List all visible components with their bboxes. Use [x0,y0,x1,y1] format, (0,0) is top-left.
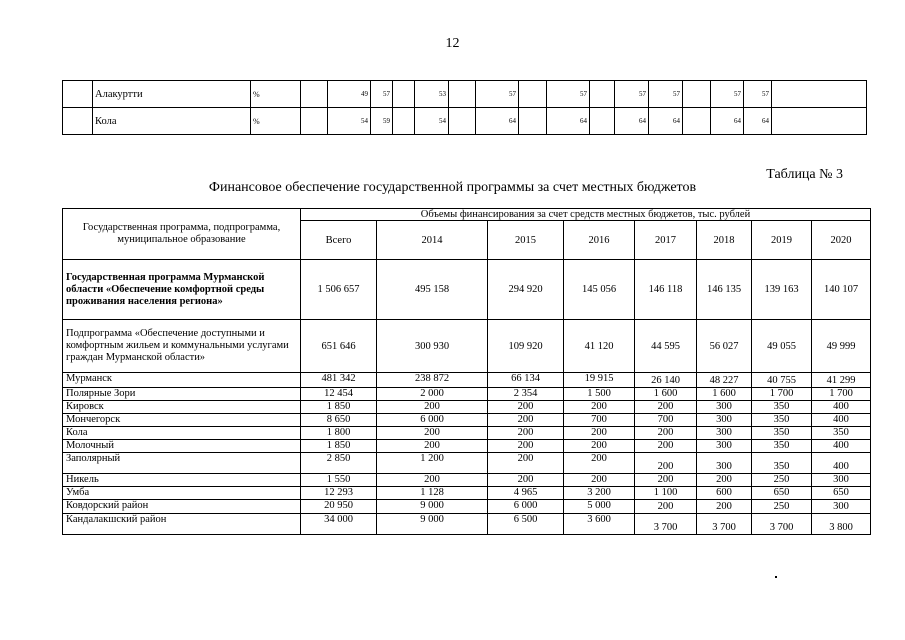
amount-cell: 49 055 [752,320,812,373]
amount-cell: 2 850 [301,453,377,474]
empty-cell [63,108,93,135]
empty-cell [590,108,615,135]
financing-table [62,208,871,535]
amount-cell: 300 [812,500,871,514]
amount-cell: 2 000 [377,388,488,401]
municipality-row [63,440,871,453]
amount-cell: 1 800 [301,427,377,440]
table-title: Финансовое обеспечение государственной программы за счет местных бюджетов [208,180,697,195]
header-column: 2018 [697,221,752,260]
amount-cell: 400 [812,414,871,427]
empty-cell [393,108,415,135]
empty-cell [519,108,547,135]
header-column: 2015 [488,221,564,260]
amount-cell: 1 550 [301,474,377,487]
empty-cell [63,81,93,108]
amount-cell: 238 872 [377,373,488,388]
empty-cell [683,81,711,108]
municipality-row [63,401,871,414]
page-number: 12 [445,36,460,51]
amount-cell: 700 [635,414,697,427]
empty-cell [301,81,328,108]
amount-cell: 200 [635,401,697,414]
indicator-table-fragment [62,80,867,135]
municipality-row [63,388,871,401]
amount-cell: 600 [697,487,752,500]
amount-cell: 1 700 [812,388,871,401]
header-financing-span: Объемы финансирования за счет средств местных бюджетов, тыс. рублей [301,209,871,221]
amount-cell: 300 [697,453,752,474]
amount-cell: 250 [752,500,812,514]
header-name-column: Государственная программа, подпрограмма, муниципальное образование [63,209,301,260]
amount-cell: 200 [488,474,564,487]
municipality-name: Ковдорский район [63,500,301,514]
amount-cell: 400 [812,453,871,474]
amount-cell: 1 850 [301,401,377,414]
amount-cell: 1 506 657 [301,260,377,320]
indicator-value: 57 [547,81,590,108]
amount-cell: 139 163 [752,260,812,320]
indicator-unit: % [251,108,301,135]
amount-cell: 651 646 [301,320,377,373]
indicator-value: 64 [547,108,590,135]
indicator-value: 57 [744,81,772,108]
amount-cell: 300 [697,440,752,453]
amount-cell: 400 [812,401,871,414]
subprogram-row [63,320,871,373]
amount-cell: 41 120 [564,320,635,373]
indicator-name: Алакуртти [93,81,251,108]
municipality-name: Кировск [63,401,301,414]
amount-cell: 200 [488,440,564,453]
amount-cell: 200 [488,414,564,427]
municipality-row [63,373,871,388]
amount-cell: 350 [752,440,812,453]
amount-cell: 1 600 [635,388,697,401]
municipality-name: Заполярный [63,453,301,474]
amount-cell: 26 140 [635,373,697,388]
amount-cell: 4 965 [488,487,564,500]
amount-cell: 66 134 [488,373,564,388]
amount-cell: 3 800 [812,514,871,535]
indicator-value: 53 [415,81,449,108]
amount-cell: 481 342 [301,373,377,388]
indicator-row [63,108,867,135]
amount-cell: 56 027 [697,320,752,373]
municipality-name: Молочный [63,440,301,453]
amount-cell: 350 [752,453,812,474]
amount-cell: 3 700 [752,514,812,535]
municipality-name: Кандалакшский район [63,514,301,535]
amount-cell: 200 [564,401,635,414]
amount-cell: 200 [564,427,635,440]
municipality-name: Полярные Зори [63,388,301,401]
empty-cell [683,108,711,135]
empty-cell [772,108,867,135]
header-column: 2017 [635,221,697,260]
amount-cell: 41 299 [812,373,871,388]
amount-cell: 495 158 [377,260,488,320]
amount-cell: 6 000 [377,414,488,427]
municipality-name: Мурманск [63,373,301,388]
indicator-value: 57 [476,81,519,108]
municipality-name: Никель [63,474,301,487]
amount-cell: 200 [635,474,697,487]
amount-cell: 109 920 [488,320,564,373]
subprogram-name: Подпрограмма «Обеспечение доступными и комфортным жильем и коммунальными услугами граждан Мурманской области» [63,320,301,373]
amount-cell: 12 454 [301,388,377,401]
amount-cell: 34 000 [301,514,377,535]
amount-cell: 294 920 [488,260,564,320]
amount-cell: 1 200 [377,453,488,474]
amount-cell: 350 [812,427,871,440]
indicator-value: 49 [328,81,371,108]
amount-cell: 9 000 [377,514,488,535]
amount-cell: 400 [812,440,871,453]
amount-cell: 1 600 [697,388,752,401]
empty-cell [519,81,547,108]
indicator-value: 57 [615,81,649,108]
amount-cell: 300 930 [377,320,488,373]
amount-cell: 146 135 [697,260,752,320]
indicator-value: 64 [649,108,683,135]
amount-cell: 9 000 [377,500,488,514]
empty-cell [301,108,328,135]
amount-cell: 200 [377,440,488,453]
empty-cell [449,108,476,135]
amount-cell: 3 700 [697,514,752,535]
empty-cell [449,81,476,108]
amount-cell: 200 [564,453,635,474]
amount-cell: 20 950 [301,500,377,514]
municipality-row [63,414,871,427]
amount-cell: 3 200 [564,487,635,500]
municipality-name: Кола [63,427,301,440]
amount-cell: 3 700 [635,514,697,535]
indicator-value: 57 [371,81,393,108]
amount-cell: 350 [752,427,812,440]
indicator-value: 59 [371,108,393,135]
indicator-value: 64 [744,108,772,135]
amount-cell: 200 [635,427,697,440]
program-row [63,260,871,320]
amount-cell: 48 227 [697,373,752,388]
amount-cell: 350 [752,414,812,427]
amount-cell: 200 [488,427,564,440]
empty-cell [772,81,867,108]
amount-cell: 350 [752,401,812,414]
municipality-row [63,474,871,487]
amount-cell: 145 056 [564,260,635,320]
amount-cell: 1 128 [377,487,488,500]
amount-cell: 12 293 [301,487,377,500]
amount-cell: 1 500 [564,388,635,401]
amount-cell: 300 [697,401,752,414]
amount-cell: 146 118 [635,260,697,320]
amount-cell: 650 [752,487,812,500]
amount-cell: 200 [564,440,635,453]
amount-cell: 200 [377,427,488,440]
amount-cell: 200 [488,453,564,474]
amount-cell: 1 850 [301,440,377,453]
indicator-value: 54 [328,108,371,135]
indicator-value: 57 [711,81,744,108]
indicator-value: 64 [711,108,744,135]
municipality-row [63,487,871,500]
amount-cell: 700 [564,414,635,427]
amount-cell: 200 [635,440,697,453]
municipality-name: Умба [63,487,301,500]
municipality-row [63,500,871,514]
amount-cell: 200 [635,500,697,514]
amount-cell: 200 [377,474,488,487]
indicator-value: 64 [476,108,519,135]
amount-cell: 250 [752,474,812,487]
program-name: Государственная программа Мурманской области «Обеспечение комфортной среды проживания населения региона» [63,260,301,320]
empty-cell [590,81,615,108]
header-column: 2019 [752,221,812,260]
amount-cell: 300 [812,474,871,487]
indicator-value: 57 [649,81,683,108]
municipality-row [63,514,871,535]
amount-cell: 300 [697,427,752,440]
amount-cell: 200 [488,401,564,414]
header-column: 2014 [377,221,488,260]
header-column: 2016 [564,221,635,260]
amount-cell: 200 [697,474,752,487]
amount-cell: 200 [377,401,488,414]
indicator-unit: % [251,81,301,108]
amount-cell: 1 100 [635,487,697,500]
amount-cell: 8 650 [301,414,377,427]
amount-cell: 40 755 [752,373,812,388]
amount-cell: 200 [635,453,697,474]
amount-cell: 49 999 [812,320,871,373]
municipality-row [63,453,871,474]
municipality-name: Мончегорск [63,414,301,427]
empty-cell [393,81,415,108]
amount-cell: 6 000 [488,500,564,514]
municipality-row [63,427,871,440]
page-mark [775,576,777,578]
amount-cell: 1 700 [752,388,812,401]
amount-cell: 44 595 [635,320,697,373]
amount-cell: 5 000 [564,500,635,514]
amount-cell: 6 500 [488,514,564,535]
amount-cell: 2 354 [488,388,564,401]
indicator-value: 54 [415,108,449,135]
amount-cell: 200 [564,474,635,487]
amount-cell: 200 [697,500,752,514]
amount-cell: 650 [812,487,871,500]
indicator-name: Кола [93,108,251,135]
amount-cell: 140 107 [812,260,871,320]
table-caption: Таблица № 3 [766,167,843,182]
header-column: 2020 [812,221,871,260]
indicator-row [63,81,867,108]
indicator-value: 64 [615,108,649,135]
amount-cell: 300 [697,414,752,427]
amount-cell: 19 915 [564,373,635,388]
header-column: Всего [301,221,377,260]
amount-cell: 3 600 [564,514,635,535]
